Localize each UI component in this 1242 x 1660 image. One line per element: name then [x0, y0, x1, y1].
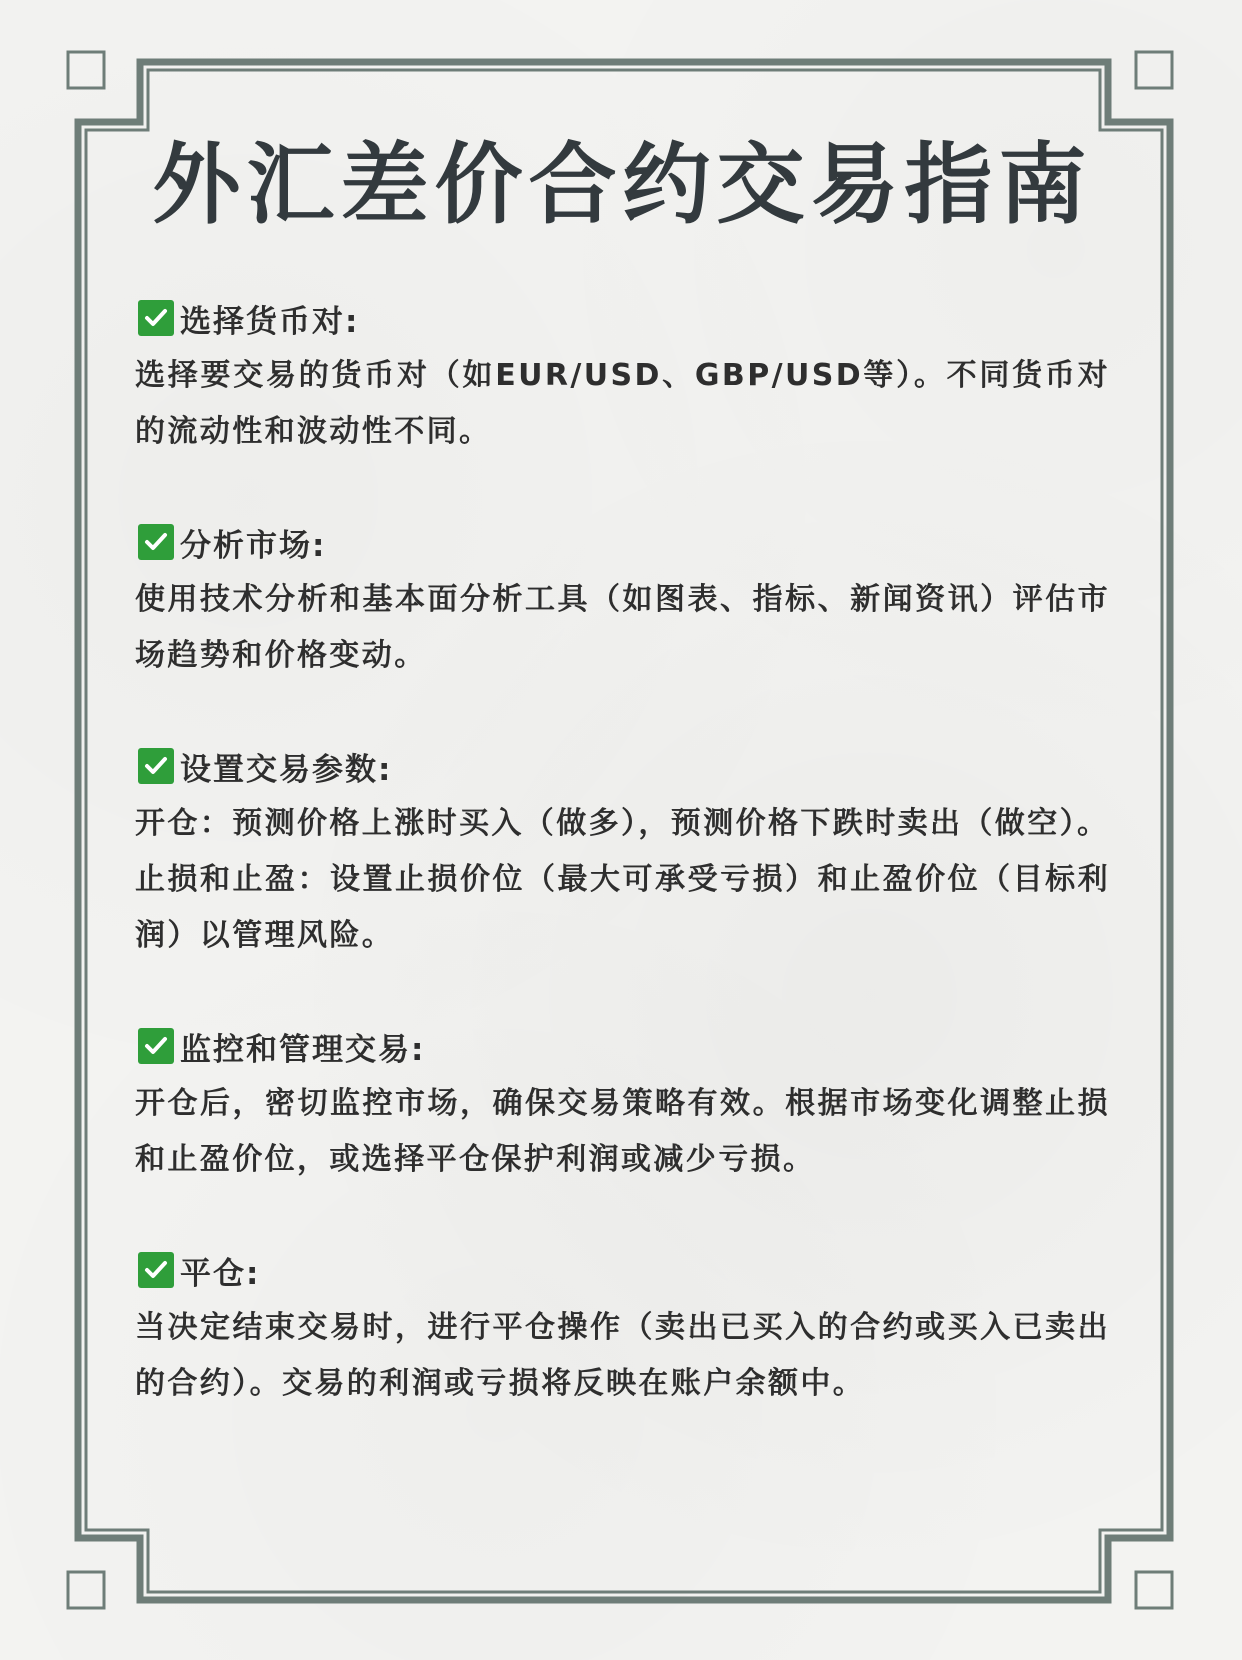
- check-mark-icon: [138, 524, 174, 560]
- check-mark-icon: [138, 748, 174, 784]
- section-heading: [135, 1242, 1110, 1298]
- section-text: 选择要交易的货币对（如EUR/USD、GBP/USD等）。不同货币对的流动性和波动性不同。: [135, 358, 1110, 449]
- section-heading: [135, 1018, 1110, 1074]
- check-mark-icon: [138, 300, 174, 336]
- section-text: 当决定结束交易时，进行平仓操作（卖出已买入的合约或买入已卖出的合约）。交易的利润或亏损将反映在账户余额中。: [135, 1310, 1110, 1401]
- section-monitor-manage: [135, 1018, 1110, 1188]
- page-title: 外汇差价合约交易指南: [152, 133, 1093, 236]
- section-title: 分析市场:: [180, 527, 327, 564]
- check-mark-icon: [138, 1028, 174, 1064]
- section-text-stop-loss: 止损和止盈：设置止损价位（最大可承受亏损）和止盈价位（目标利润）以管理风险。: [135, 862, 1110, 953]
- content-area: [135, 0, 1110, 1660]
- section-title: 选择货币对:: [180, 303, 360, 340]
- check-mark-icon: [138, 1252, 174, 1288]
- section-title: 平仓:: [180, 1255, 261, 1292]
- section-text: 开仓后，密切监控市场，确保交易策略有效。根据市场变化调整止损和止盈价位，或选择平仓保护利润或减少亏损。: [135, 1086, 1110, 1177]
- section-heading: [135, 514, 1110, 570]
- section-heading: [135, 290, 1110, 346]
- section-text-open-position: 开仓：预测价格上涨时买入（做多），预测价格下跌时卖出（做空）。: [135, 806, 1110, 841]
- section-close-position: [135, 1242, 1110, 1412]
- section-analyze-market: [135, 514, 1110, 684]
- section-trade-parameters: [135, 738, 1110, 964]
- section-title: 设置交易参数:: [180, 751, 393, 788]
- section-title: 监控和管理交易:: [180, 1031, 426, 1068]
- section-heading: [135, 738, 1110, 794]
- section-text: 使用技术分析和基本面分析工具（如图表、指标、新闻资讯）评估市场趋势和价格变动。: [135, 582, 1110, 673]
- sections-list: [135, 290, 1110, 1466]
- section-select-currency-pair: [135, 290, 1110, 460]
